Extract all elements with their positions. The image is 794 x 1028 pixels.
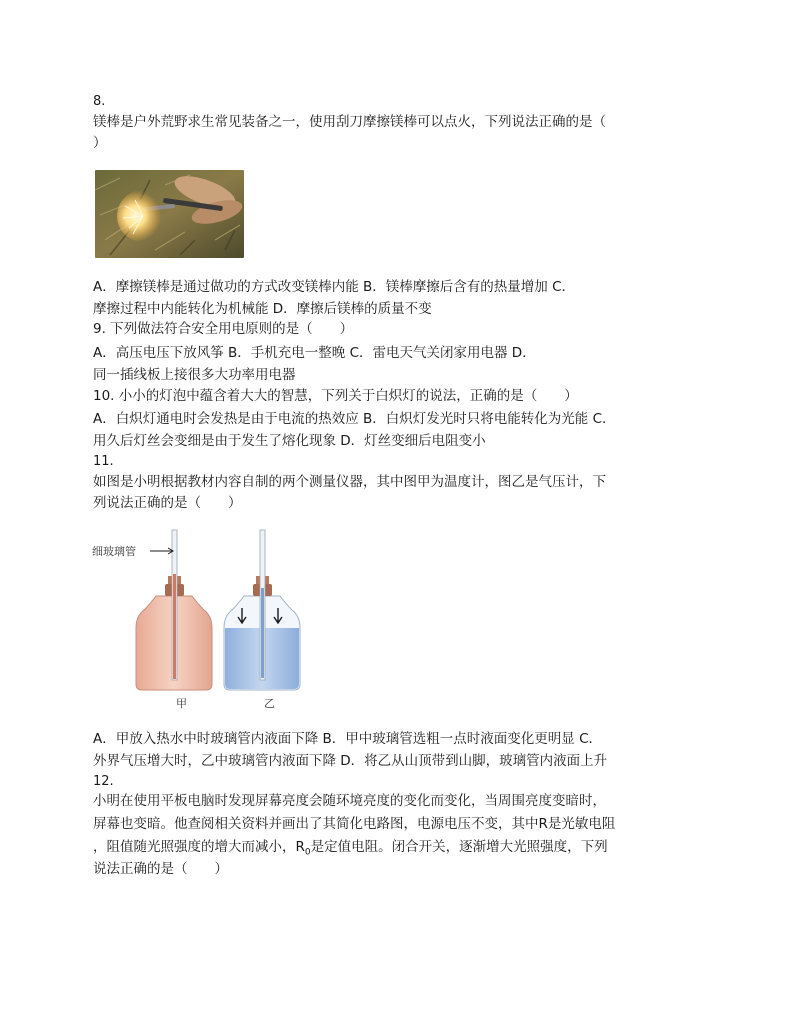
q8-options-line1: A．摩擦镁棒是通过做功的方式改变镁棒内能 B．镁棒摩擦后含有的热量增加 C．: [93, 279, 576, 295]
magnesium-fire-starter-photo: [95, 170, 244, 258]
q12-stem-line1: 小明在使用平板电脑时发现屏幕亮度会随环境亮度的变化而变化，当周围亮度变暗时，: [93, 793, 606, 809]
q11-stem-line1: 如图是小明根据教材内容自制的两个测量仪器，其中图甲为温度计，图乙是气压计，下: [93, 474, 606, 490]
bottle-jia: [136, 530, 212, 690]
q8-stem-line2: ）: [93, 135, 107, 151]
label-yi: 乙: [264, 697, 275, 710]
q9-stem: 9. 下列做法符合安全用电原则的是（ ）: [93, 321, 354, 337]
thermometer-barometer-figure: [92, 528, 312, 716]
tube-label: 细玻璃管: [92, 545, 136, 558]
q12-number: 12.: [93, 774, 114, 789]
q9-options-line1: A．高压电压下放风筝 B．手机充电一整晚 C．雷电天气关闭家用电器 D．: [93, 345, 536, 361]
q9-options-line2: 同一插线板上接很多大功率用电器: [93, 367, 296, 383]
q10-options-line2: 用久后灯丝会变细是由于发生了熔化现象 D．灯丝变细后电阻变小: [93, 433, 486, 449]
q12-stem-line3-b: 是定值电阻。闭合开关，逐渐增大光照强度，下列: [310, 839, 608, 855]
q8-number: 8.: [93, 94, 106, 109]
q11-options-line1: A．甲放入热水中时玻璃管内液面下降 B．甲中玻璃管选粗一点时液面变化更明显 C．: [93, 731, 603, 747]
q12-stem-line4: 说法正确的是（ ）: [93, 861, 228, 877]
r0-subscript: 0: [304, 847, 311, 858]
q10-stem: 10. 小小的灯泡中蕴含着大大的智慧，下列关于白炽灯的说法，正确的是（ ）: [93, 388, 578, 404]
q12-stem-line3: [93, 838, 608, 862]
q12-stem-line3-a: ，阻值随光照强度的增大而减小，R: [93, 839, 305, 855]
bottle-yi: [224, 530, 300, 690]
q12-stem-line2: 屏幕也变暗。他查阅相关资料并画出了其简化电路图，电源电压不变，其中R是光敏电阻: [93, 816, 616, 832]
q10-options-line1: A．白炽灯通电时会发热是由于电流的热效应 B．白炽灯发光时只将电能转化为光能 C．: [93, 411, 616, 427]
q8-stem-line1: 镁棒是户外荒野求生常见装备之一，使用刮刀摩擦镁棒可以点火，下列说法正确的是（: [93, 114, 606, 130]
q8-options-line2: 摩擦过程中内能转化为机械能 D．摩擦后镁棒的质量不变: [93, 301, 432, 317]
q11-stem-line2: 列说法正确的是（ ）: [93, 495, 242, 511]
q11-number: 11.: [93, 454, 114, 469]
label-jia: 甲: [176, 697, 187, 710]
q11-options-line2: 外界气压增大时，乙中玻璃管内液面下降 D．将乙从山顶带到山脚，玻璃管内液面上升: [93, 753, 608, 769]
